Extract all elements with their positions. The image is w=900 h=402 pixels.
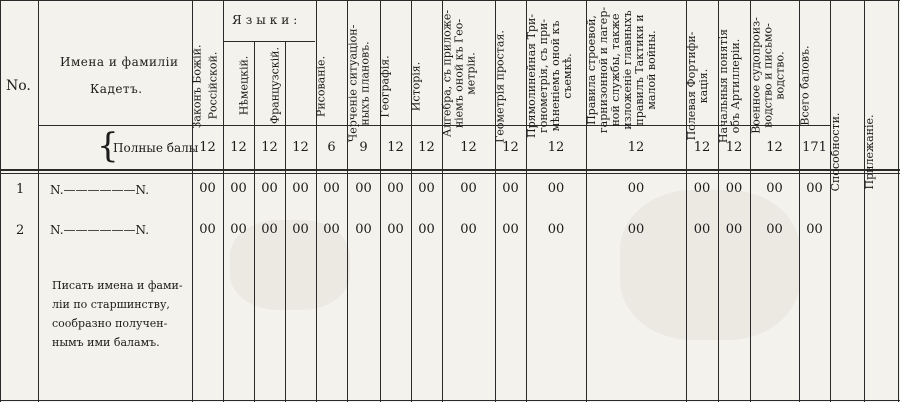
full-mark-value: 12 xyxy=(418,140,435,155)
bottom-border xyxy=(0,400,900,401)
col-header-german: Нѣмецкій. xyxy=(237,55,251,116)
row-score: 00 xyxy=(261,181,278,196)
row-score: 00 xyxy=(230,222,247,237)
full-mark-value: 12 xyxy=(261,140,278,155)
col-header-artillery: Начальныя понятія объ Артиллеріи. xyxy=(717,28,742,144)
names-header-line1: Имена и фамиліи xyxy=(60,55,179,69)
row-score: 00 xyxy=(230,181,247,196)
row-score: 00 xyxy=(261,222,278,237)
paper-stain xyxy=(620,190,800,340)
languages-header: Языки: xyxy=(232,13,302,27)
col-header-total: Всего баловъ. xyxy=(798,45,812,126)
row-score: 00 xyxy=(502,222,519,237)
full-mark-total: 171 xyxy=(802,140,827,155)
row-score: 00 xyxy=(502,181,519,196)
col-header-trigonometry: Прямолинейная Три- гонометрія, съ при- мѣненіемъ оной къ съемкѣ. xyxy=(525,14,574,138)
full-mark-value: 12 xyxy=(693,140,711,155)
full-marks-label: Полные балы xyxy=(113,141,199,155)
col-header-field-fortification: Полевая Фортифи- кація. xyxy=(685,31,710,141)
full-mark-value: 12 xyxy=(230,140,247,155)
row-number: 2 xyxy=(16,223,25,238)
full-mark-value: 12 xyxy=(292,140,309,155)
row-score: 00 xyxy=(806,222,823,237)
header-rule xyxy=(0,169,900,171)
row-score: 00 xyxy=(693,222,711,237)
row-score: 00 xyxy=(460,222,477,237)
row-score: 00 xyxy=(387,181,404,196)
full-mark-value: 12 xyxy=(766,140,783,155)
full-mark-value: 12 xyxy=(387,140,404,155)
col-header-algebra: Алгебра, съ приложе- ніемъ оной къ Гео- метріи. xyxy=(440,9,478,138)
row-score: 00 xyxy=(627,222,645,237)
full-mark-value: 12 xyxy=(502,140,519,155)
brace-symbol: { xyxy=(97,126,119,166)
row-score: 00 xyxy=(547,222,565,237)
right-border xyxy=(898,0,899,402)
row-score: 00 xyxy=(387,222,404,237)
row-score: 00 xyxy=(355,222,372,237)
row-score: 00 xyxy=(323,181,340,196)
full-mark-value: 6 xyxy=(327,140,336,155)
instruction-note: Писать имена и фами- ліи по старшинству, сообразно получен- нымъ ими баламъ. xyxy=(52,279,183,349)
row-score: 00 xyxy=(418,181,435,196)
col-header-shipbuilding: Военное судопроиз- водство и письмо- водство. xyxy=(749,17,787,134)
row-score: 00 xyxy=(292,222,309,237)
row-number: 1 xyxy=(16,182,25,197)
col-header-history: Исторія. xyxy=(409,61,423,112)
col-header-plane-geometry: Геометрія простая. xyxy=(493,30,507,143)
full-mark-value: 12 xyxy=(627,140,645,155)
col-header-drawing: Рисованіе. xyxy=(314,55,328,118)
full-mark-value: 9 xyxy=(359,140,368,155)
row-score: 00 xyxy=(766,222,783,237)
row-score: 00 xyxy=(547,181,565,196)
col-header-abilities: Способности. xyxy=(829,112,842,192)
col-header-diligence: Прилежаніе. xyxy=(863,114,876,190)
col-rule xyxy=(38,0,39,402)
number-header: No. xyxy=(6,78,31,94)
row-score: 00 xyxy=(806,181,823,196)
row-score: 00 xyxy=(199,222,216,237)
row-name-placeholder: N.——————N. xyxy=(50,223,150,237)
row-score: 00 xyxy=(627,181,645,196)
row-score: 00 xyxy=(418,222,435,237)
row-score: 00 xyxy=(725,181,743,196)
col-header-situation-drawing: Черченіе ситуаціон- ныхъ плановъ. xyxy=(346,24,372,143)
top-border xyxy=(0,0,900,1)
col-header-geography: Географія. xyxy=(378,55,392,118)
left-border xyxy=(0,0,1,402)
header-rule-2 xyxy=(0,173,900,174)
full-mark-value: 12 xyxy=(199,140,216,155)
row-name-placeholder: N.——————N. xyxy=(50,183,150,197)
row-score: 00 xyxy=(766,181,783,196)
full-mark-value: 12 xyxy=(460,140,477,155)
row-score: 00 xyxy=(693,181,711,196)
row-score: 00 xyxy=(323,222,340,237)
full-mark-value: 12 xyxy=(547,140,565,155)
col-header-law-of-god: Законъ Божій. xyxy=(190,44,204,129)
row-score: 00 xyxy=(199,181,216,196)
col-header-french: Французскій. xyxy=(268,47,282,124)
languages-rule xyxy=(223,41,315,42)
row-score: 00 xyxy=(355,181,372,196)
col-header-russian: Россійской. xyxy=(206,51,220,120)
full-mark-value: 12 xyxy=(725,140,743,155)
row-score: 00 xyxy=(725,222,743,237)
row-score: 00 xyxy=(460,181,477,196)
col-header-service-rules: Правила строевой, гарнизонной и лагер- ной службы, также изложеніе главныхъ правилъ Тактики и малой войны. xyxy=(585,6,658,134)
row-score: 00 xyxy=(292,181,309,196)
names-header-line2: Кадетъ. xyxy=(90,82,143,96)
